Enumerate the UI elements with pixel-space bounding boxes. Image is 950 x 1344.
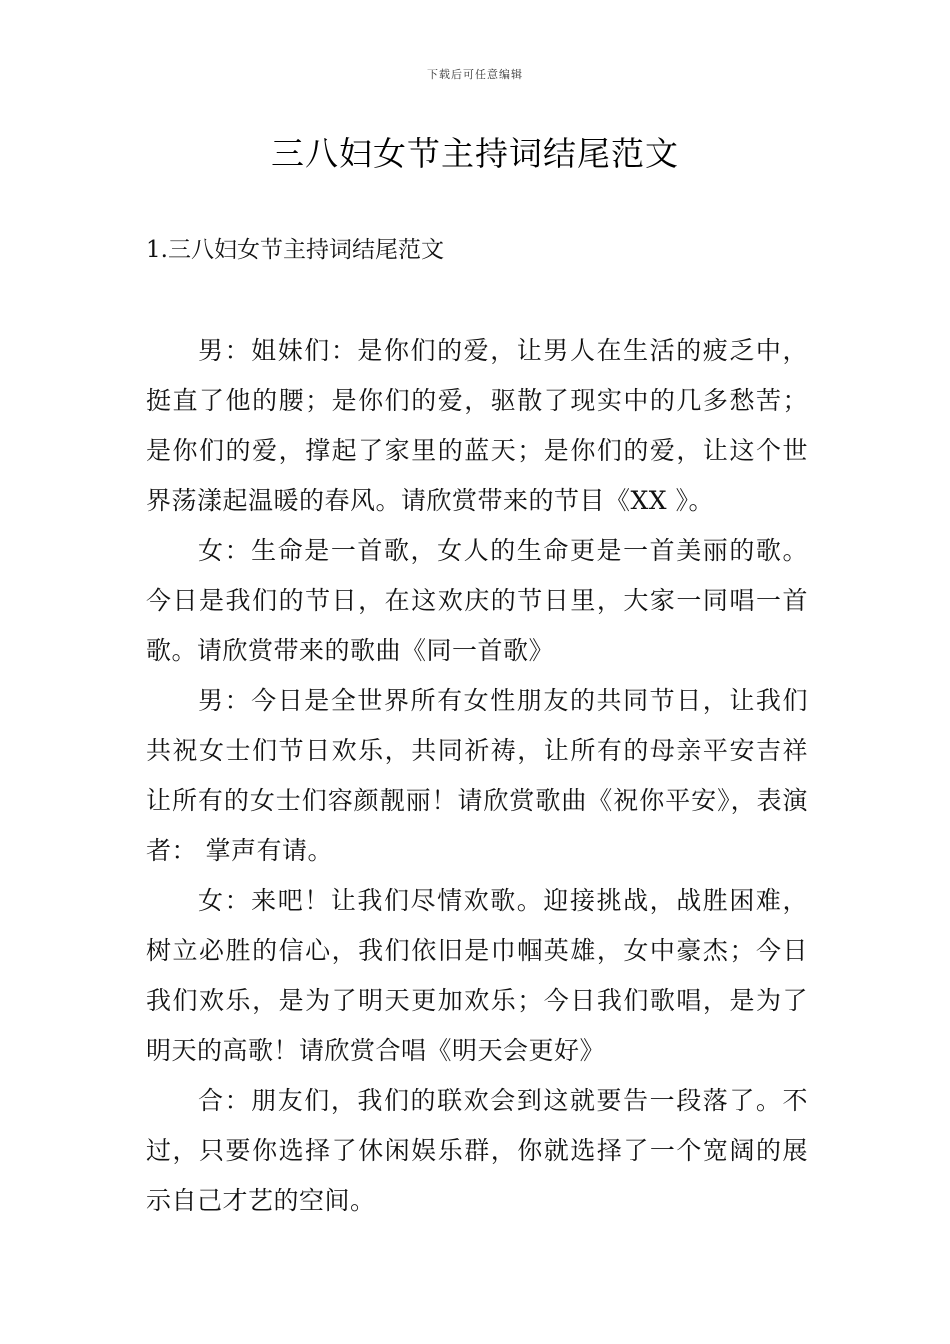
section-heading: 1.三八妇女节主持词结尾范文 (146, 237, 444, 263)
paragraph-male-2: 男：今日是全世界所有女性朋友的共同节日，让我们共祝女士们节日欢乐，共同祈祷，让所有的母亲平安吉祥让所有的女士们容颜靓丽！请欣赏歌曲《祝你平安》，表演者： 掌声有请。 (146, 686, 808, 865)
paragraph-female-2: 女：来吧！让我们尽情欢歌。迎接挑战，战胜困难，树立必胜的信心，我们依旧是巾帼英雄，女中豪杰；今日我们欢乐，是为了明天更加欢乐；今日我们歌唱，是为了明天的高歌！请欣赏合唱《明天会更好》 (146, 886, 808, 1065)
paragraph-female-1: 女：生命是一首歌，女人的生命更是一首美丽的歌。今日是我们的节日，在这欢庆的节日里，大家一同唱一首歌。请欣赏带来的歌曲《同一首歌》 (146, 536, 808, 665)
paragraph-male-1: 男：姐妹们：是你们的爱，让男人在生活的疲乏中，挺直了他的腰；是你们的爱，驱散了现实中的几多愁苦；是你们的爱，撑起了家里的蓝天；是你们的爱，让这个世界荡漾起温暖的春风。请欣赏带来的节目《XX 》。 (146, 336, 808, 515)
body-text (146, 326, 808, 1226)
header-note: 下载后可任意编辑 (427, 68, 523, 81)
paragraph-together: 合：朋友们，我们的联欢会到这就要告一段落了。不过，只要你选择了休闲娱乐群，你就选择了一个宽阔的展示自己才艺的空间。 (146, 1086, 808, 1215)
page-title: 三八妇女节主持词结尾范文 (271, 134, 679, 173)
